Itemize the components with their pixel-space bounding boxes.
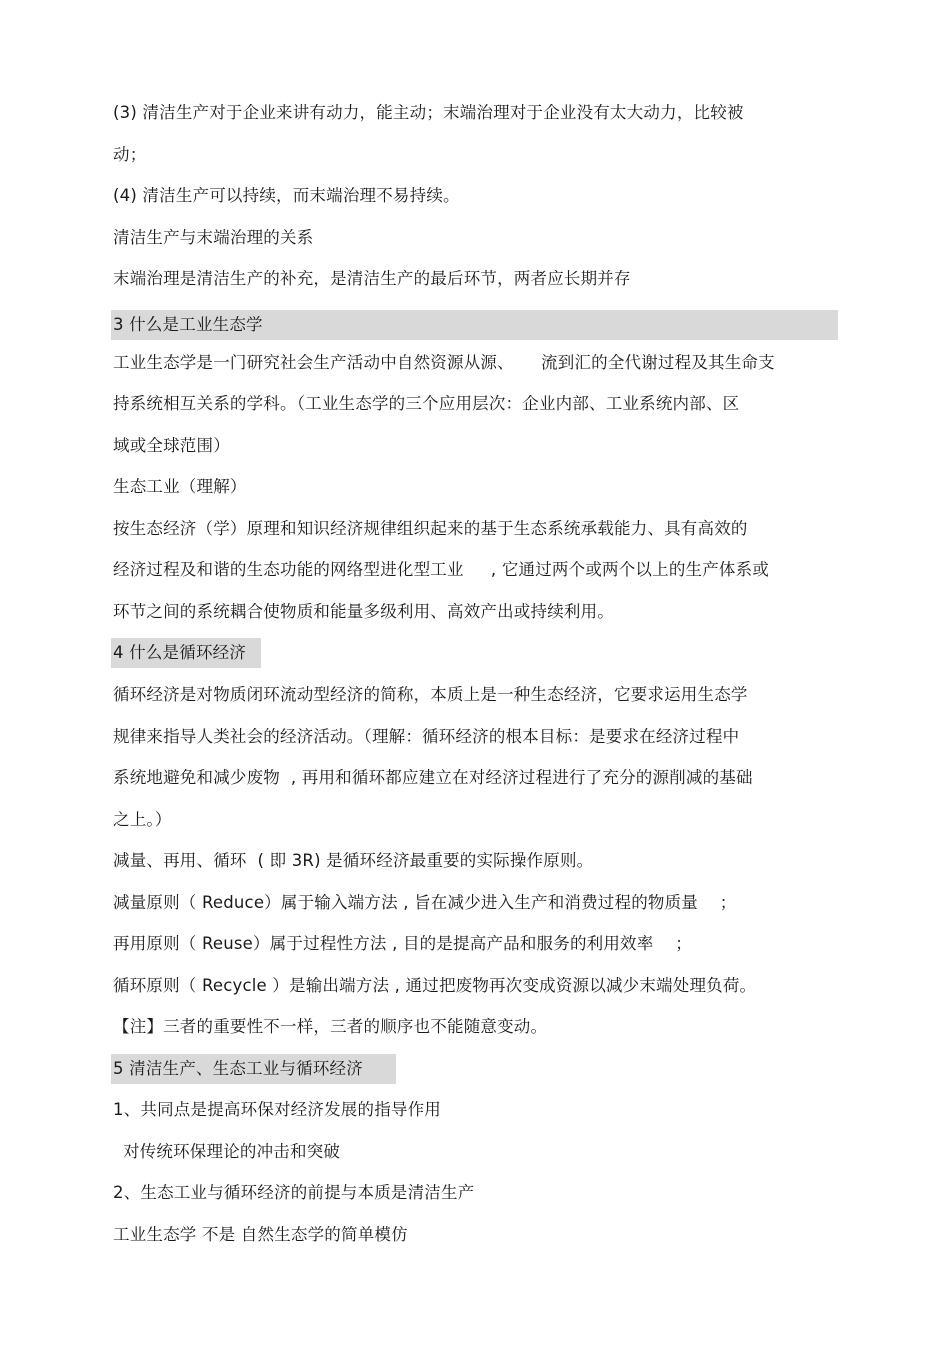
section-heading-5 bbox=[111, 1054, 396, 1084]
paragraph-line: 循环经济是对物质闭环流动型经济的简称，本质上是一种生态经济，它要求运用生态学 bbox=[113, 685, 748, 704]
paragraph-line: 持系统相互关系的学科。（工业生态学的三个应用层次：企业内部、工业系统内部、区 bbox=[113, 394, 740, 413]
paragraph-line: 减量原则（ Reduce）属于输入端方法 , 旨在减少进入生产和消费过程的物质量 ； bbox=[113, 893, 737, 912]
note-line: 【注】三者的重要性不一样，三者的顺序也不能随意变动。 bbox=[113, 1017, 548, 1036]
paragraph-line: (4) 清洁生产可以持续，而末端治理不易持续。 bbox=[113, 186, 460, 205]
paragraph-line: 循环原则（ Recycle ）是输出端方法 , 通过把废物再次变成资源以减少末端处理负荷。 bbox=[113, 976, 757, 995]
subheading: 清洁生产与末端治理的关系 bbox=[113, 228, 314, 247]
section-heading-text: 3 什么是工业生态学 bbox=[113, 315, 263, 334]
section-heading-3 bbox=[111, 310, 838, 340]
paragraph-line: 规律来指导人类社会的经济活动。（理解：循环经济的根本目标：是要求在经济过程中 bbox=[113, 727, 740, 746]
paragraph-line: 之上。） bbox=[113, 810, 172, 829]
paragraph-line: 系统地避免和减少废物 , 再用和循环都应建立在对经济过程进行了充分的源削减的基础 bbox=[113, 768, 753, 787]
paragraph-line: 环节之间的系统耦合使物质和能量多级利用、高效产出或持续利用。 bbox=[113, 602, 614, 621]
paragraph-line: 工业生态学是一门研究社会生产活动中自然资源从源、 流到汇的全代谢过程及其生命支 bbox=[113, 353, 775, 372]
section-heading-text: 4 什么是循环经济 bbox=[113, 643, 247, 662]
paragraph-line: (3) 清洁生产对于企业来讲有动力，能主动；末端治理对于企业没有太大动力，比较被 bbox=[113, 103, 744, 122]
section-heading-4 bbox=[111, 638, 261, 668]
subheading: 生态工业（理解） bbox=[113, 477, 247, 496]
paragraph-line: 减量、再用、循环 ( 即 3R) 是循环经济最重要的实际操作原则。 bbox=[113, 851, 594, 870]
paragraph-line: 末端治理是清洁生产的补充，是清洁生产的最后环节，两者应长期并存 bbox=[113, 269, 631, 288]
paragraph-line: 动； bbox=[113, 145, 147, 164]
paragraph-line: 1、共同点是提高环保对经济发展的指导作用 bbox=[113, 1100, 441, 1119]
paragraph-line: 再用原则（ Reuse）属于过程性方法 , 目的是提高产品和服务的利用效率 ； bbox=[113, 934, 692, 953]
paragraph-line: 按生态经济（学）原理和知识经济规律组织起来的基于生态系统承载能力、具有高效的 bbox=[113, 519, 748, 538]
paragraph-line: 域或全球范围） bbox=[113, 436, 230, 455]
paragraph-line: 2、生态工业与循环经济的前提与本质是清洁生产 bbox=[113, 1183, 475, 1202]
paragraph-line: 经济过程及和谐的生态功能的网络型进化型工业 , 它通过两个或两个以上的生产体系或 bbox=[113, 560, 770, 579]
paragraph-line: 对传统环保理论的冲击和突破 bbox=[123, 1142, 341, 1161]
paragraph-line: 工业生态学 不是 自然生态学的简单模仿 bbox=[113, 1225, 408, 1244]
section-heading-text: 5 清洁生产、生态工业与循环经济 bbox=[113, 1059, 363, 1078]
